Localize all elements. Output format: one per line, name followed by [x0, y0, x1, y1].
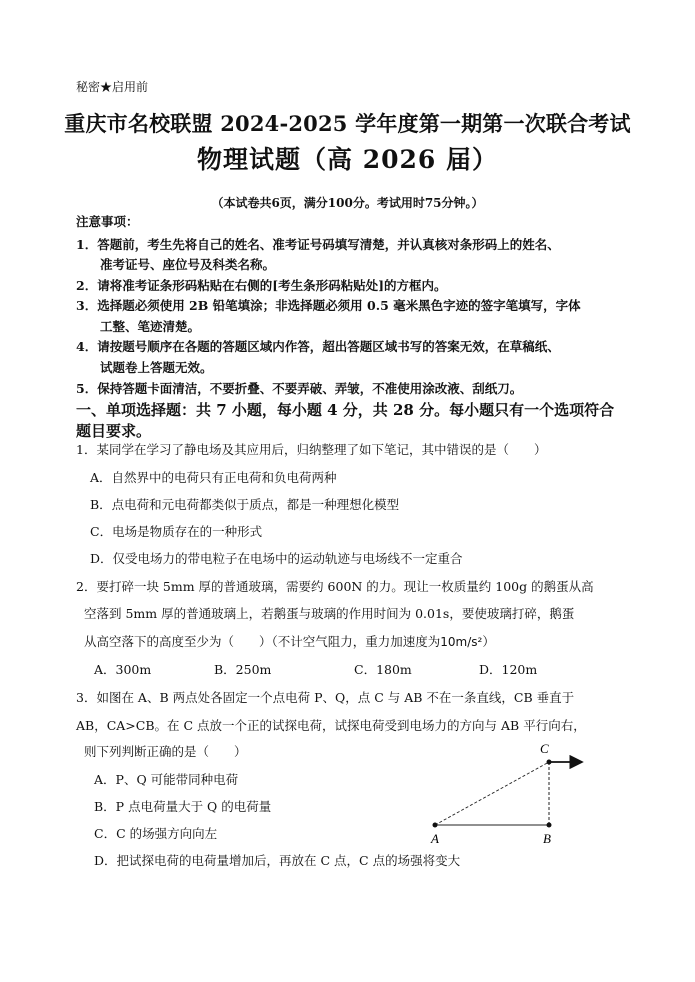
q1-option-d: D．仅受电场力的带电粒子在电场中的运动轨迹与电场线不一定重合	[90, 551, 463, 566]
q2-option-c: C．180m	[354, 662, 412, 677]
subject-title: 物理试题（高 2026 届）	[197, 145, 498, 174]
exam-intro: （本试卷共6页，满分100分。考试用时75分钟。）	[211, 196, 484, 210]
q1-option-a: A．自然界中的电荷只有正电荷和负电荷两种	[90, 470, 337, 485]
q1-option-b: B．点电荷和元电荷都类似于质点，都是一种理想化模型	[90, 497, 400, 512]
q3-stem-line1: 3．如图在 A、B 两点处各固定一个点电荷 P、Q，点 C 与 AB 不在一条直线，CB 垂直于	[76, 690, 575, 705]
notice-item-3-cont: 工整、笔迹清楚。	[100, 319, 201, 334]
notice-item-4-cont: 试题卷上答题无效。	[100, 360, 213, 375]
label-c: C	[540, 741, 549, 756]
q3-stem-line3: 则下列判断正确的是（ ）	[84, 744, 247, 759]
section1-heading-cont: 题目要求。	[76, 422, 152, 440]
notice-item-1-cont: 准考证号、座位号及科类名称。	[100, 257, 276, 272]
line-ca	[435, 762, 549, 825]
q1-option-c: C．电场是物质存在的一种形式	[90, 524, 263, 539]
notice-heading: 注意事项：	[76, 214, 139, 229]
notice-item-1: 1．答题前，考生先将自己的姓名、准考证号码填写清楚，并认真核对条形码上的姓名、	[76, 237, 560, 252]
notice-item-3: 3．选择题必须使用 2B 铅笔填涂；非选择题必须用 0.5 毫米黑色字迹的签字笔填写，字体	[76, 298, 581, 313]
q3-diagram	[420, 735, 595, 850]
q3-option-a: A．P、Q 可能带同种电荷	[94, 772, 239, 787]
point-b	[547, 823, 552, 828]
q2-option-d: D．120m	[479, 662, 538, 677]
exam-title: 重庆市名校联盟 2024-2025 学年度第一期第一次联合考试	[64, 111, 631, 136]
q3-stem-line2: AB，CA>CB。在 C 点放一个正的试探电荷，试探电荷受到电场力的方向与 AB 平行向右，	[76, 718, 586, 733]
q2-stem-line3	[84, 632, 495, 650]
q2-close-paren: ）	[482, 634, 495, 649]
notice-item-2: 2．请将准考证条形码粘贴在右侧的[考生条形码粘贴处]的方框内。	[76, 278, 447, 293]
q3-option-d: D．把试探电荷的电荷量增加后，再放在 C 点，C 点的场强将变大	[94, 853, 461, 868]
label-b: B	[543, 831, 551, 846]
q2-stem-text: 从高空落下的高度至少为（ ）（不计空气阻力，重力加速度为	[84, 634, 441, 649]
accel-value: 10m/s²	[440, 635, 483, 649]
secret-label: 秘密★启用前	[76, 80, 149, 94]
q3-option-c: C．C 的场强方向向左	[94, 826, 218, 841]
q2-stem-line2: 空落到 5mm 厚的普通玻璃上，若鹅蛋与玻璃的作用时间为 0.01s，要使玻璃打碎，鹅蛋	[84, 606, 575, 621]
label-a: A	[431, 831, 439, 846]
q2-option-a: A．300m	[94, 662, 152, 677]
q2-stem-line1: 2．要打碎一块 5mm 厚的普通玻璃，需要约 600N 的力。现让一枚质量约 100g 的鹅蛋从高	[76, 579, 594, 594]
point-c	[547, 760, 552, 765]
q3-option-b: B．P 点电荷量大于 Q 的电荷量	[94, 799, 272, 814]
notice-item-4: 4．请按题号顺序在各题的答题区域内作答，超出答题区域书写的答案无效，在草稿纸、	[76, 339, 560, 354]
section1-heading: 一、单项选择题：共 7 小题，每小题 4 分，共 28 分。每小题只有一个选项符合	[76, 401, 615, 419]
q2-option-b: B．250m	[214, 662, 272, 677]
notice-item-5: 5．保持答题卡面清洁，不要折叠、不要弄破、弄皱，不准使用涂改液、刮纸刀。	[76, 381, 523, 396]
q1-stem: 1．某同学在学习了静电场及其应用后，归纳整理了如下笔记，其中错误的是（ ）	[76, 442, 547, 457]
point-a	[433, 823, 438, 828]
